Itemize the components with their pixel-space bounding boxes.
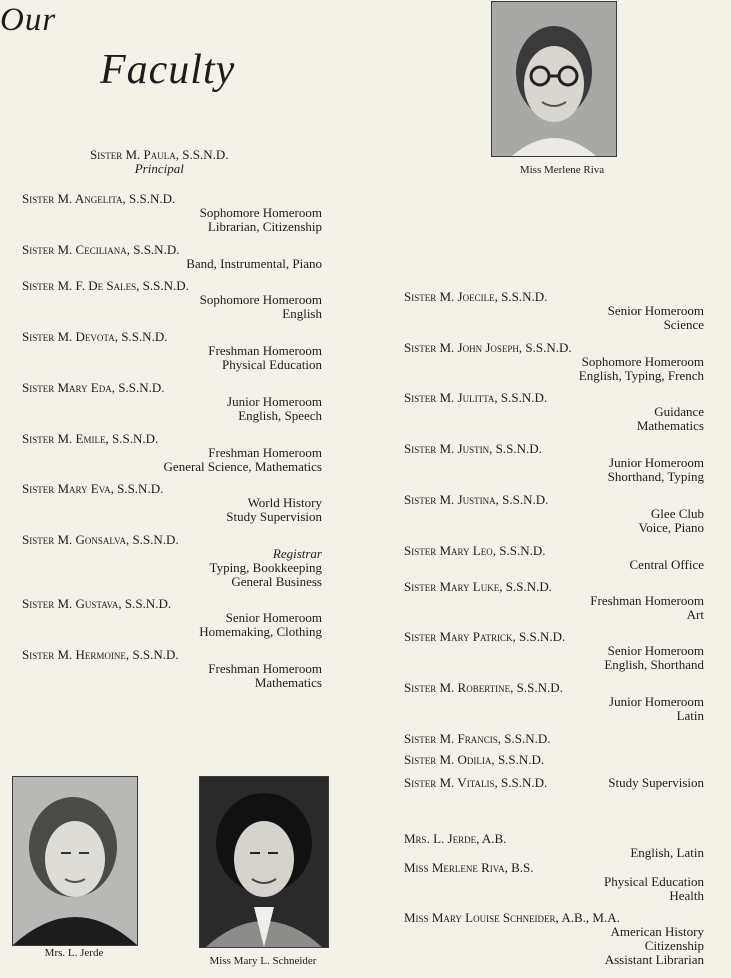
faculty-entry (404, 493, 704, 535)
faculty-role: Senior Homeroom (225, 610, 322, 625)
faculty-degree: S.S.N.D. (117, 481, 164, 496)
principal-role: Principal (134, 161, 184, 176)
faculty-name: M. Gustava, (57, 596, 122, 611)
faculty-entry (404, 630, 704, 672)
faculty-role: Study Supervision (226, 509, 322, 524)
caption-merlene-riva: Miss Merlene Riva (519, 164, 605, 176)
faculty-degree: A.B., M.A. (561, 910, 620, 925)
faculty-name: Mary Louise Schneider, (431, 910, 559, 925)
faculty-degree: S.S.N.D. (516, 680, 563, 695)
principal-entry (90, 148, 229, 176)
faculty-name: M. Emile, (57, 431, 109, 446)
faculty-title: Miss (404, 860, 429, 875)
faculty-name: M. Ceciliana, (57, 242, 130, 257)
faculty-entry (404, 290, 704, 332)
faculty-name: M. Francis, (439, 731, 502, 746)
faculty-role: Freshman Homeroom (208, 661, 322, 676)
faculty-entry (22, 243, 322, 271)
faculty-title: Mrs. (404, 831, 430, 846)
faculty-title: Sister (404, 752, 437, 767)
faculty-role: Shorthand, Typing (607, 469, 704, 484)
faculty-role: Senior Homeroom (607, 643, 704, 658)
faculty-entry (22, 330, 322, 372)
faculty-role: Freshman Homeroom (208, 445, 322, 460)
faculty-entry (22, 597, 322, 639)
faculty-role: Mathematics (636, 418, 704, 433)
faculty-role: Typing, Bookkeeping (209, 560, 322, 575)
faculty-role: Librarian, Citizenship (207, 219, 322, 234)
faculty-name: M. Robertine, (439, 680, 514, 695)
faculty-degree: S.S.N.D. (132, 532, 179, 547)
faculty-entry (404, 776, 704, 790)
faculty-role: Homemaking, Clothing (199, 624, 322, 639)
faculty-title: Sister (404, 441, 437, 456)
faculty-role: Latin (676, 708, 704, 723)
faculty-degree: S.S.N.D. (124, 596, 172, 611)
faculty-title: Sister (22, 431, 55, 446)
faculty-entry (22, 192, 322, 234)
faculty-name: Mary Leo, (439, 543, 496, 558)
faculty-title: Sister (404, 629, 437, 644)
faculty-role: World History (247, 495, 322, 510)
faculty-role: Sophomore Homeroom (199, 292, 322, 307)
principal-name: M. Paula, (125, 147, 180, 162)
faculty-degree: S.S.N.D. (502, 492, 549, 507)
faculty-role: English, Shorthand (604, 657, 704, 672)
faculty-name: M. Devota, (57, 329, 118, 344)
faculty-entry (22, 482, 322, 524)
faculty-role: Physical Education (603, 874, 704, 889)
faculty-entry (404, 832, 704, 860)
faculty-degree: S.S.N.D. (500, 775, 548, 790)
faculty-role: Art (686, 607, 704, 622)
faculty-title: Sister (404, 775, 437, 790)
faculty-name: Mary Eva, (57, 481, 114, 496)
faculty-degree: S.S.N.D. (128, 191, 176, 206)
faculty-name: M. Odilia, (439, 752, 495, 767)
faculty-role: Central Office (629, 557, 704, 572)
faculty-title: Sister (404, 492, 437, 507)
faculty-title: Sister (22, 380, 55, 395)
faculty-role: Junior Homeroom (227, 394, 322, 409)
faculty-role: Band, Instrumental, Piano (186, 256, 322, 271)
faculty-title: Sister (404, 289, 437, 304)
faculty-title: Sister (404, 340, 437, 355)
faculty-role: Junior Homeroom (609, 694, 704, 709)
faculty-title: Sister (404, 579, 437, 594)
caption-l-jerde: Mrs. L. Jerde (44, 947, 104, 959)
faculty-entry (404, 544, 704, 572)
faculty-role: Registrar (272, 546, 322, 561)
faculty-entry (404, 442, 704, 484)
faculty-role: Science (663, 317, 704, 332)
faculty-title: Sister (404, 543, 437, 558)
faculty-role: Senior Homeroom (607, 303, 704, 318)
faculty-name: M. Joecile, (439, 289, 498, 304)
faculty-title: Sister (404, 680, 437, 695)
photo-l-jerde (12, 776, 138, 946)
faculty-name: M. F. De Sales, (57, 278, 140, 293)
faculty-entry (22, 648, 322, 690)
portrait-icon (13, 777, 137, 945)
faculty-degree: S.S.N.D. (504, 731, 551, 746)
faculty-name: M. Justina, (439, 492, 499, 507)
photo-merlene-riva (491, 1, 617, 157)
faculty-degree: S.S.N.D. (495, 441, 542, 456)
faculty-name: Merlene Riva, (431, 860, 508, 875)
faculty-degree: S.S.N.D. (501, 289, 548, 304)
faculty-role: English (282, 306, 322, 321)
faculty-name: M. John Joseph, (439, 340, 523, 355)
faculty-degree: S.S.N.D. (118, 380, 165, 395)
faculty-role: Junior Homeroom (609, 455, 704, 470)
faculty-role: General Business (231, 574, 322, 589)
faculty-name: M. Justin, (439, 441, 493, 456)
faculty-degree: S.S.N.D. (519, 629, 566, 644)
faculty-role: Freshman Homeroom (590, 593, 704, 608)
faculty-degree: S.S.N.D. (500, 390, 548, 405)
faculty-role: Health (669, 888, 704, 903)
faculty-role: Sophomore Homeroom (581, 354, 704, 369)
faculty-title: Sister (22, 278, 55, 293)
faculty-name: Mary Patrick, (439, 629, 516, 644)
faculty-entry (22, 432, 322, 474)
faculty-entry (404, 341, 704, 383)
faculty-title: Sister (22, 329, 55, 344)
faculty-entry (404, 753, 704, 767)
faculty-degree: A.B. (481, 831, 507, 846)
principal-order: S.S.N.D. (182, 147, 229, 162)
faculty-role: Mathematics (254, 675, 322, 690)
faculty-degree: S.S.N.D. (111, 431, 159, 446)
faculty-role: General Science, Mathematics (163, 459, 322, 474)
faculty-entry (404, 911, 704, 967)
faculty-degree: S.S.N.D. (497, 752, 545, 767)
faculty-title: Sister (22, 596, 55, 611)
faculty-title: Sister (404, 390, 437, 405)
faculty-entry (404, 861, 704, 903)
faculty-name: Mary Eda, (57, 380, 115, 395)
faculty-degree: S.S.N.D. (505, 579, 552, 594)
faculty-degree: S.S.N.D. (132, 647, 179, 662)
faculty-role: Guidance (654, 404, 704, 419)
faculty-role: English, Speech (238, 408, 322, 423)
faculty-role: Study Supervision (608, 775, 704, 790)
faculty-role: Glee Club (650, 506, 704, 521)
faculty-entry (22, 381, 322, 423)
heading-our: Our (0, 2, 57, 38)
faculty-title: Sister (22, 191, 55, 206)
faculty-degree: S.S.N.D. (121, 329, 168, 344)
faculty-role: Assistant Librarian (604, 952, 704, 967)
faculty-title: Sister (22, 532, 55, 547)
faculty-name: M. Julitta, (439, 390, 498, 405)
faculty-entry (404, 391, 704, 433)
faculty-title: Miss (404, 910, 429, 925)
faculty-degree: S.S.N.D. (133, 242, 180, 257)
faculty-role: English, Typing, French (578, 368, 704, 383)
faculty-name: L. Jerde, (433, 831, 480, 846)
faculty-entry (22, 533, 322, 589)
faculty-degree: S.S.N.D. (142, 278, 189, 293)
portrait-icon (492, 2, 616, 156)
faculty-role: Citizenship (644, 938, 704, 953)
caption-mary-schneider: Miss Mary L. Schneider (209, 955, 317, 967)
faculty-title: Sister (22, 481, 55, 496)
faculty-role: Sophomore Homeroom (199, 205, 322, 220)
faculty-role: English, Latin (630, 845, 704, 860)
faculty-role: Freshman Homeroom (208, 343, 322, 358)
photo-mary-schneider (199, 776, 329, 948)
faculty-name: M. Gonsalva, (57, 532, 130, 547)
principal-title: Sister (90, 147, 123, 162)
faculty-degree: S.S.N.D. (525, 340, 572, 355)
faculty-title: Sister (404, 731, 437, 746)
faculty-entry (404, 681, 704, 723)
faculty-name: Mary Luke, (439, 579, 503, 594)
faculty-title: Sister (22, 242, 55, 257)
portrait-icon (200, 777, 328, 947)
faculty-role: Physical Education (221, 357, 322, 372)
faculty-role: American History (610, 924, 704, 939)
faculty-name: M. Vitalis, (439, 775, 498, 790)
faculty-degree: B.S. (511, 860, 534, 875)
faculty-name: M. Angelita, (57, 191, 126, 206)
faculty-entry (404, 732, 704, 746)
faculty-name: M. Hermoine, (57, 647, 130, 662)
faculty-role: Voice, Piano (638, 520, 704, 535)
heading-faculty: Faculty (100, 47, 236, 93)
faculty-entry (404, 580, 704, 622)
faculty-title: Sister (22, 647, 55, 662)
faculty-degree: S.S.N.D. (499, 543, 546, 558)
faculty-entry (22, 279, 322, 321)
